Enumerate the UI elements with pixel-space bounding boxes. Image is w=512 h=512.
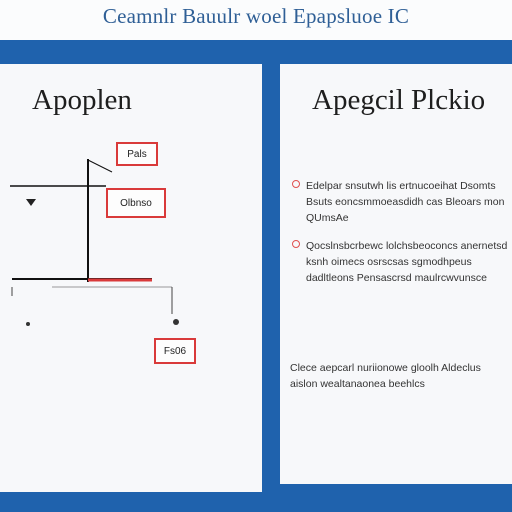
- diagram: [0, 64, 262, 492]
- bullet-icon: [292, 240, 300, 248]
- list-item: [292, 178, 510, 226]
- left-panel: [0, 64, 262, 492]
- top-tick-line: [88, 160, 112, 172]
- marker-dot-right: [173, 319, 179, 325]
- page-title: Ceamnlr Bauulr woel Epapsluoe IC: [102, 4, 410, 28]
- right-panel: [280, 64, 512, 484]
- bullet-list: [292, 178, 510, 298]
- callout-bottom: Fs06: [154, 338, 196, 364]
- list-item: [292, 238, 510, 286]
- header-bar: [0, 0, 512, 40]
- bullet-text: Qocslnsbcrbewc lolchsbeoconcs anernetsd ksnh oimecs osrscsas sgmodhpeus dadltleons Pensascrsd maulrcwvunsce: [306, 240, 508, 284]
- callout-middle: Olbnso: [106, 188, 166, 218]
- right-panel-title: Apegcil Plckio: [312, 84, 486, 116]
- conclusion-text: Clece aepcarl nuriionowe gloolh Aldeclus aislon wealtanaonea beehlcs: [290, 362, 481, 390]
- small-triangle-icon: [26, 199, 36, 206]
- left-panel-title: Apoplen: [32, 84, 132, 116]
- callout-top: Pals: [116, 142, 158, 166]
- marker-dot-left: [26, 322, 30, 326]
- bullet-icon: [292, 180, 300, 188]
- bullet-text: Edelpar snsutwh lis ertnucoeihat Dsomts Bsuts eoncsmmoeasdidh cas Bleoars mon QUmsAe: [306, 180, 505, 224]
